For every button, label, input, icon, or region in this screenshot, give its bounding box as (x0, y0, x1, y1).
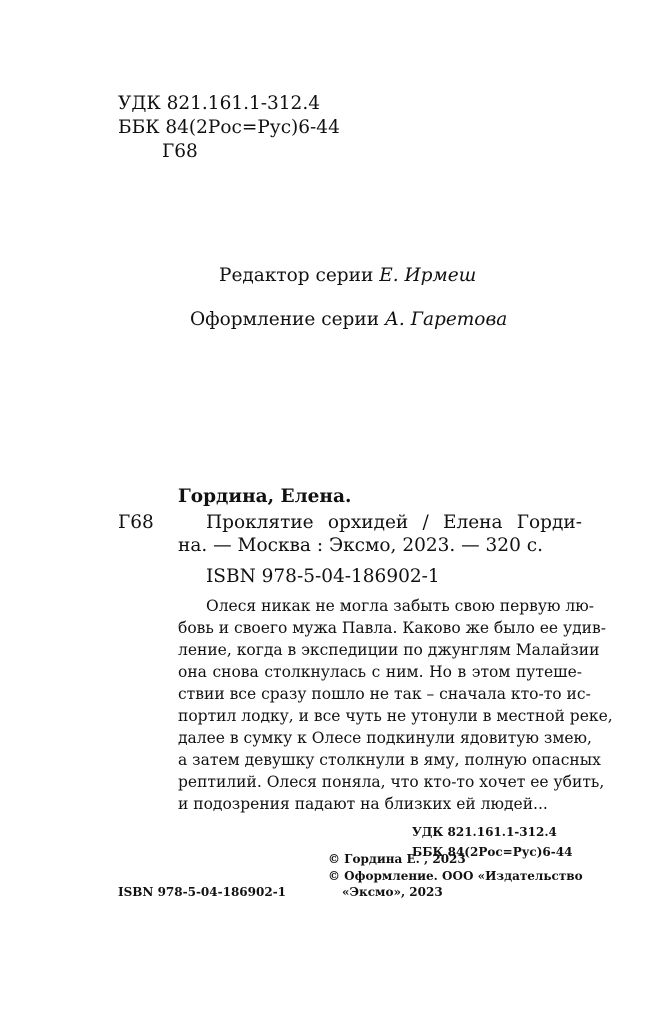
copyright-design-line-2: «Эксмо», 2023 (342, 885, 443, 899)
catalog-title-line-1: Проклятие орхидей / Елена Горди- (206, 512, 582, 533)
annotation-line: и подозрения падают на близких ей людей... (178, 795, 548, 813)
annotation-line: ствии все сразу пошло не так – сначала кто-то ис- (178, 685, 591, 703)
udk-header: УДК 821.161.1-312.4 (118, 93, 320, 114)
udk-classification: УДК 821.161.1-312.4 (412, 825, 557, 839)
annotation-line: рептилий. Олеся поняла, что кто-то хочет ее убить, (178, 773, 605, 791)
series-design-label: Оформление серии (190, 309, 380, 330)
annotation-line: а затем девушку столкнули в яму, полную опасных (178, 751, 601, 769)
catalog-author: Гордина, Елена. (178, 486, 352, 507)
annotation-line: портил лодку, и все чуть не утонули в местной реке, (178, 707, 613, 725)
annotation-line: Олеся никак не могла забыть свою первую лю- (206, 597, 595, 615)
catalog-isbn: ISBN 978-5-04-186902-1 (206, 566, 440, 587)
annotation-line: бовь и своего мужа Павла. Каково же было ее удив- (178, 619, 606, 637)
series-design (190, 309, 507, 330)
annotation-line: она снова столкнулась с ним. Но в этом путеше- (178, 663, 582, 681)
annotation-line: далее в сумку к Олесе подкинули ядовитую змею, (178, 729, 592, 747)
catalog-title-line-2: на. — Москва : Эксмо, 2023. — 320 с. (178, 535, 543, 556)
bbk-header: ББК 84(2Рос=Рус)6-44 (118, 117, 340, 138)
series-editor (219, 265, 476, 286)
bbk-classification: ББК 84(2Рос=Рус)6-44 (412, 845, 573, 859)
author-code-header: Г68 (162, 141, 198, 162)
copyright-author: © Гордина Е. , 2023 (328, 852, 466, 866)
copyright-design-line-1: © Оформление. ООО «Издательство (328, 869, 583, 883)
footer-isbn: ISBN 978-5-04-186902-1 (118, 885, 287, 899)
annotation-line: ление, когда в экспедиции по джунглям Малайзии (178, 641, 600, 659)
series-design-name: А. Гаретова (384, 309, 508, 330)
series-editor-label: Редактор серии (219, 265, 374, 286)
series-editor-name: Е. Ирмеш (379, 265, 477, 286)
catalog-code: Г68 (118, 512, 154, 533)
